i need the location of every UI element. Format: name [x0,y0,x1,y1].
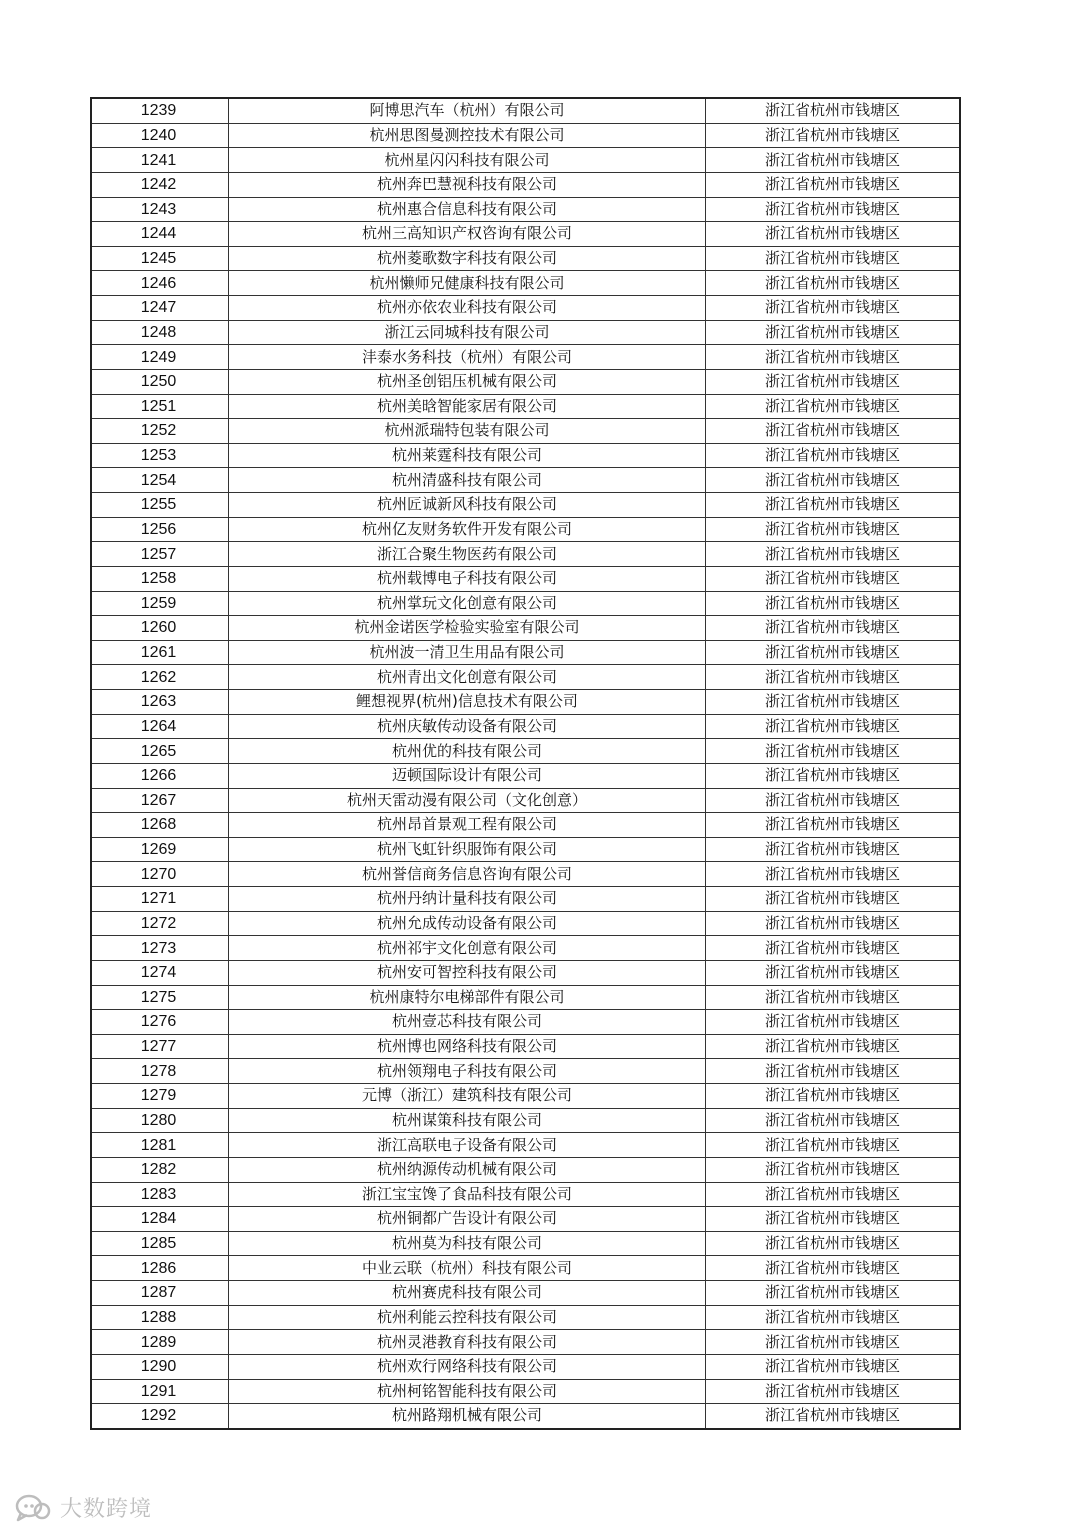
company-name-cell: 杭州利能云控科技有限公司 [229,1305,706,1330]
table-row [91,665,960,690]
row-number-cell: 1243 [91,197,229,222]
company-name-cell: 杭州赛虎科技有限公司 [229,1281,706,1306]
row-number-cell: 1285 [91,1231,229,1256]
company-name-cell: 杭州匠诚新风科技有限公司 [229,493,706,518]
row-number-cell: 1283 [91,1182,229,1207]
row-number-cell: 1267 [91,788,229,813]
row-number-cell: 1258 [91,566,229,591]
company-name-cell: 杭州亿友财务软件开发有限公司 [229,517,706,542]
table-row [91,468,960,493]
row-number-cell: 1252 [91,419,229,444]
watermark [14,1492,152,1523]
region-cell: 浙江省杭州市钱塘区 [706,443,961,468]
company-name-cell: 杭州懒师兄健康科技有限公司 [229,271,706,296]
row-number-cell: 1257 [91,542,229,567]
row-number-cell: 1274 [91,960,229,985]
company-name-cell: 迈顿国际设计有限公司 [229,763,706,788]
row-number-cell: 1276 [91,1010,229,1035]
row-number-cell: 1245 [91,246,229,271]
region-cell: 浙江省杭州市钱塘区 [706,739,961,764]
region-cell: 浙江省杭州市钱塘区 [706,837,961,862]
region-cell: 浙江省杭州市钱塘区 [706,714,961,739]
region-cell: 浙江省杭州市钱塘区 [706,1281,961,1306]
table-row [91,296,960,321]
region-cell: 浙江省杭州市钱塘区 [706,1207,961,1232]
table-row [91,197,960,222]
table-row [91,1034,960,1059]
table-row [91,936,960,961]
company-name-cell: 杭州领翔电子科技有限公司 [229,1059,706,1084]
company-name-cell: 杭州誉信商务信息咨询有限公司 [229,862,706,887]
region-cell: 浙江省杭州市钱塘区 [706,1231,961,1256]
row-number-cell: 1271 [91,887,229,912]
region-cell: 浙江省杭州市钱塘区 [706,369,961,394]
region-cell: 浙江省杭州市钱塘区 [706,123,961,148]
region-cell: 浙江省杭州市钱塘区 [706,1330,961,1355]
region-cell: 浙江省杭州市钱塘区 [706,690,961,715]
company-name-cell: 浙江宝宝馋了食品科技有限公司 [229,1182,706,1207]
region-cell: 浙江省杭州市钱塘区 [706,1305,961,1330]
company-name-cell: 杭州掌玩文化创意有限公司 [229,591,706,616]
region-cell: 浙江省杭州市钱塘区 [706,148,961,173]
table-row [91,739,960,764]
table-row [91,1305,960,1330]
table-row [91,616,960,641]
company-name-cell: 杭州壹芯科技有限公司 [229,1010,706,1035]
region-cell: 浙江省杭州市钱塘区 [706,960,961,985]
table-row [91,566,960,591]
region-cell: 浙江省杭州市钱塘区 [706,493,961,518]
row-number-cell: 1275 [91,985,229,1010]
region-cell: 浙江省杭州市钱塘区 [706,197,961,222]
table-row [91,813,960,838]
company-name-cell: 鲤想视界(杭州)信息技术有限公司 [229,690,706,715]
row-number-cell: 1266 [91,763,229,788]
company-name-cell: 杭州谋策科技有限公司 [229,1108,706,1133]
table-row [91,123,960,148]
table-row [91,1010,960,1035]
company-name-cell: 杭州铜都广告设计有限公司 [229,1207,706,1232]
region-cell: 浙江省杭州市钱塘区 [706,98,961,123]
row-number-cell: 1270 [91,862,229,887]
company-name-cell: 杭州惠合信息科技有限公司 [229,197,706,222]
table-row [91,1108,960,1133]
region-cell: 浙江省杭州市钱塘区 [706,1379,961,1404]
company-name-cell: 杭州青出文化创意有限公司 [229,665,706,690]
company-name-cell: 杭州清盛科技有限公司 [229,468,706,493]
region-cell: 浙江省杭州市钱塘区 [706,1182,961,1207]
row-number-cell: 1242 [91,172,229,197]
row-number-cell: 1277 [91,1034,229,1059]
table-row [91,271,960,296]
region-cell: 浙江省杭州市钱塘区 [706,1108,961,1133]
row-number-cell: 1265 [91,739,229,764]
row-number-cell: 1246 [91,271,229,296]
row-number-cell: 1239 [91,98,229,123]
row-number-cell: 1261 [91,640,229,665]
table-row [91,369,960,394]
row-number-cell: 1240 [91,123,229,148]
region-cell: 浙江省杭州市钱塘区 [706,172,961,197]
region-cell: 浙江省杭州市钱塘区 [706,419,961,444]
row-number-cell: 1251 [91,394,229,419]
row-number-cell: 1264 [91,714,229,739]
table-row [91,517,960,542]
company-name-cell: 杭州灵港教育科技有限公司 [229,1330,706,1355]
region-cell: 浙江省杭州市钱塘区 [706,763,961,788]
row-number-cell: 1280 [91,1108,229,1133]
row-number-cell: 1286 [91,1256,229,1281]
company-name-cell: 杭州天雷动漫有限公司（文化创意） [229,788,706,813]
table-row [91,1379,960,1404]
company-list-table [90,97,961,1430]
table-row [91,911,960,936]
region-cell: 浙江省杭州市钱塘区 [706,271,961,296]
company-name-cell: 杭州圣创铝压机械有限公司 [229,369,706,394]
row-number-cell: 1291 [91,1379,229,1404]
company-name-cell: 浙江云同城科技有限公司 [229,320,706,345]
table-row [91,788,960,813]
region-cell: 浙江省杭州市钱塘区 [706,566,961,591]
company-name-cell: 杭州路翔机械有限公司 [229,1404,706,1429]
table-row [91,714,960,739]
table-row [91,591,960,616]
table-row [91,222,960,247]
row-number-cell: 1281 [91,1133,229,1158]
company-name-cell: 中业云联（杭州）科技有限公司 [229,1256,706,1281]
table-row [91,1231,960,1256]
row-number-cell: 1290 [91,1354,229,1379]
company-name-cell: 杭州庆敏传动设备有限公司 [229,714,706,739]
row-number-cell: 1250 [91,369,229,394]
region-cell: 浙江省杭州市钱塘区 [706,468,961,493]
row-number-cell: 1255 [91,493,229,518]
region-cell: 浙江省杭州市钱塘区 [706,1354,961,1379]
row-number-cell: 1284 [91,1207,229,1232]
region-cell: 浙江省杭州市钱塘区 [706,936,961,961]
company-name-cell: 杭州欢行网络科技有限公司 [229,1354,706,1379]
row-number-cell: 1262 [91,665,229,690]
row-number-cell: 1244 [91,222,229,247]
company-name-cell: 杭州派瑞特包装有限公司 [229,419,706,444]
row-number-cell: 1247 [91,296,229,321]
row-number-cell: 1253 [91,443,229,468]
row-number-cell: 1259 [91,591,229,616]
company-name-cell: 杭州昂首景观工程有限公司 [229,813,706,838]
company-name-cell: 阿博思汽车（杭州）有限公司 [229,98,706,123]
table-row [91,837,960,862]
company-name-cell: 浙江高联电子设备有限公司 [229,1133,706,1158]
company-name-cell: 沣泰水务科技（杭州）有限公司 [229,345,706,370]
company-name-cell: 浙江合聚生物医药有限公司 [229,542,706,567]
company-name-cell: 杭州柯铭智能科技有限公司 [229,1379,706,1404]
row-number-cell: 1248 [91,320,229,345]
company-name-cell: 杭州优的科技有限公司 [229,739,706,764]
region-cell: 浙江省杭州市钱塘区 [706,813,961,838]
region-cell: 浙江省杭州市钱塘区 [706,1404,961,1429]
company-name-cell: 元博（浙江）建筑科技有限公司 [229,1084,706,1109]
region-cell: 浙江省杭州市钱塘区 [706,591,961,616]
chat-bubbles-logo-icon [14,1493,54,1523]
region-cell: 浙江省杭州市钱塘区 [706,1059,961,1084]
region-cell: 浙江省杭州市钱塘区 [706,517,961,542]
company-name-cell: 杭州思图曼测控技术有限公司 [229,123,706,148]
row-number-cell: 1287 [91,1281,229,1306]
region-cell: 浙江省杭州市钱塘区 [706,616,961,641]
region-cell: 浙江省杭州市钱塘区 [706,1010,961,1035]
region-cell: 浙江省杭州市钱塘区 [706,788,961,813]
company-name-cell: 杭州博也网络科技有限公司 [229,1034,706,1059]
table-row [91,690,960,715]
company-name-cell: 杭州三高知识产权咨询有限公司 [229,222,706,247]
company-name-cell: 杭州金诺医学检验实验室有限公司 [229,616,706,641]
row-number-cell: 1268 [91,813,229,838]
table-row [91,1330,960,1355]
table-row [91,1404,960,1429]
table-row [91,246,960,271]
table-row [91,98,960,123]
table-row [91,394,960,419]
region-cell: 浙江省杭州市钱塘区 [706,296,961,321]
row-number-cell: 1241 [91,148,229,173]
row-number-cell: 1256 [91,517,229,542]
table-row [91,1182,960,1207]
table-row [91,1084,960,1109]
company-name-cell: 杭州菱歌数字科技有限公司 [229,246,706,271]
company-name-cell: 杭州安可智控科技有限公司 [229,960,706,985]
row-number-cell: 1273 [91,936,229,961]
row-number-cell: 1249 [91,345,229,370]
table-row [91,320,960,345]
row-number-cell: 1263 [91,690,229,715]
row-number-cell: 1282 [91,1157,229,1182]
table-row [91,763,960,788]
table-row [91,887,960,912]
table-row [91,1354,960,1379]
region-cell: 浙江省杭州市钱塘区 [706,222,961,247]
region-cell: 浙江省杭州市钱塘区 [706,320,961,345]
company-name-cell: 杭州波一清卫生用品有限公司 [229,640,706,665]
region-cell: 浙江省杭州市钱塘区 [706,394,961,419]
table-row [91,640,960,665]
region-cell: 浙江省杭州市钱塘区 [706,862,961,887]
row-number-cell: 1254 [91,468,229,493]
row-number-cell: 1260 [91,616,229,641]
table-row [91,1133,960,1158]
region-cell: 浙江省杭州市钱塘区 [706,1084,961,1109]
table-row [91,960,960,985]
row-number-cell: 1278 [91,1059,229,1084]
table-row [91,542,960,567]
row-number-cell: 1289 [91,1330,229,1355]
company-name-cell: 杭州纳源传动机械有限公司 [229,1157,706,1182]
company-name-cell: 杭州美晗智能家居有限公司 [229,394,706,419]
region-cell: 浙江省杭州市钱塘区 [706,1256,961,1281]
row-number-cell: 1279 [91,1084,229,1109]
region-cell: 浙江省杭州市钱塘区 [706,542,961,567]
table-row [91,985,960,1010]
company-name-cell: 杭州飞虹针织服饰有限公司 [229,837,706,862]
row-number-cell: 1272 [91,911,229,936]
region-cell: 浙江省杭州市钱塘区 [706,887,961,912]
table-row [91,1207,960,1232]
table-row [91,1281,960,1306]
company-name-cell: 杭州莫为科技有限公司 [229,1231,706,1256]
company-name-cell: 杭州祁宇文化创意有限公司 [229,936,706,961]
table-body [91,98,960,1429]
region-cell: 浙江省杭州市钱塘区 [706,1034,961,1059]
table-row [91,1256,960,1281]
company-name-cell: 杭州载博电子科技有限公司 [229,566,706,591]
region-cell: 浙江省杭州市钱塘区 [706,345,961,370]
row-number-cell: 1269 [91,837,229,862]
company-name-cell: 杭州莱霆科技有限公司 [229,443,706,468]
company-name-cell: 杭州奔巴慧视科技有限公司 [229,172,706,197]
region-cell: 浙江省杭州市钱塘区 [706,665,961,690]
region-cell: 浙江省杭州市钱塘区 [706,246,961,271]
table-row [91,493,960,518]
company-name-cell: 杭州康特尔电梯部件有限公司 [229,985,706,1010]
company-name-cell: 杭州允成传动设备有限公司 [229,911,706,936]
company-name-cell: 杭州星闪闪科技有限公司 [229,148,706,173]
region-cell: 浙江省杭州市钱塘区 [706,985,961,1010]
table-row [91,862,960,887]
region-cell: 浙江省杭州市钱塘区 [706,911,961,936]
company-name-cell: 杭州亦依农业科技有限公司 [229,296,706,321]
watermark-text: 大数跨境 [60,1497,153,1522]
table-row [91,172,960,197]
table-row [91,443,960,468]
row-number-cell: 1288 [91,1305,229,1330]
table-row [91,419,960,444]
region-cell: 浙江省杭州市钱塘区 [706,640,961,665]
table-row [91,1157,960,1182]
region-cell: 浙江省杭州市钱塘区 [706,1133,961,1158]
row-number-cell: 1292 [91,1404,229,1429]
table-row [91,345,960,370]
company-name-cell: 杭州丹纳计量科技有限公司 [229,887,706,912]
region-cell: 浙江省杭州市钱塘区 [706,1157,961,1182]
table-row [91,1059,960,1084]
table-row [91,148,960,173]
